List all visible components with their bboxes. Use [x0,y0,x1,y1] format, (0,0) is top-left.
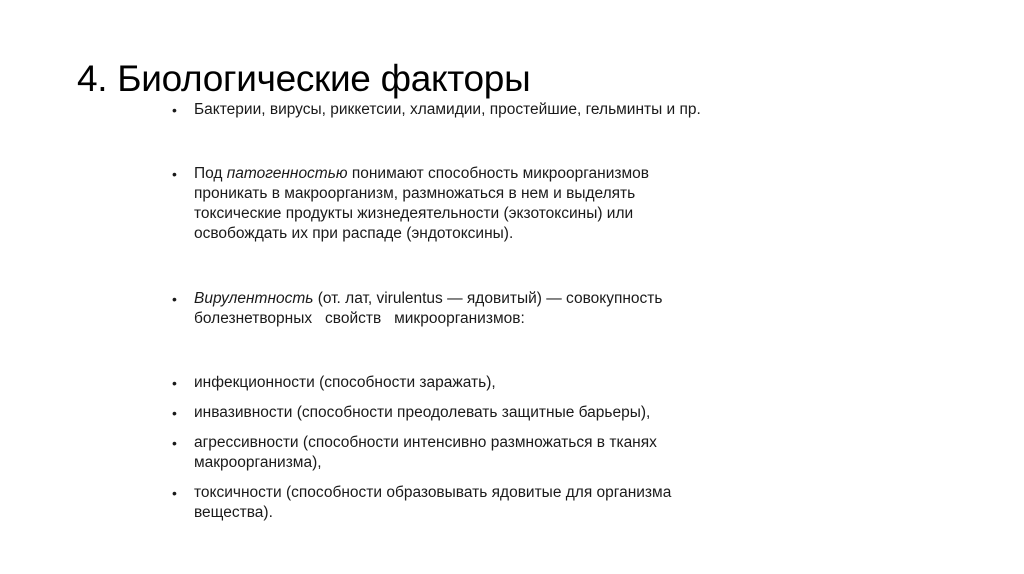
bullet-text: Бактерии, вирусы, риккетсии, хламидии, простейшие, гельминты и пр. [194,101,701,118]
bullet-icon: • [172,485,177,501]
bullet-text: токсичности (способности образовывать ядовитые для организма [194,484,672,501]
bullet-icon: • [172,166,177,182]
bullet-item-pathogenicity [170,164,850,244]
bullet-item-invasiveness [170,403,850,423]
bullet-text: вещества). [194,504,273,521]
bullet-text: понимают способность микроорганизмов [347,165,649,182]
bullet-item-infectiousness [170,373,850,393]
bullet-text-prefix: Под [194,165,227,182]
bullet-item-virulence [170,289,850,329]
bullet-icon: • [172,102,177,118]
bullet-icon: • [172,405,177,421]
bullet-item-agents [170,100,850,120]
bullet-text: (от. лат, virulentus — ядовитый) — совокупность [313,290,663,307]
bullet-item-aggressiveness [170,433,850,473]
bullet-text: болезнетворных свойств микроорганизмов: [194,310,525,327]
bullet-text: токсические продукты жизнедеятельности (экзотоксины) или [194,205,634,222]
bullet-icon: • [172,375,177,391]
bullet-text: инвазивности (способности преодолевать защитные барьеры), [194,404,651,421]
slide-title: 4. Биологические факторы [77,58,531,99]
bullet-text: агрессивности (способности интенсивно размножаться в тканях [194,434,657,451]
term-pathogenicity: патогенностью [226,165,348,182]
term-virulence: Вирулентность [194,290,314,307]
bullet-text: макроорганизма), [194,454,322,471]
bullet-icon: • [172,435,177,451]
bullet-text: освобождать их при распаде (эндотоксины). [194,225,514,242]
bullet-list [170,95,850,523]
bullet-text: проникать в макроорганизм, размножаться в нем и выделять [194,185,636,202]
bullet-item-toxicity [170,483,850,523]
bullet-text: инфекционности (способности заражать), [194,374,496,391]
bullet-icon: • [172,291,177,307]
